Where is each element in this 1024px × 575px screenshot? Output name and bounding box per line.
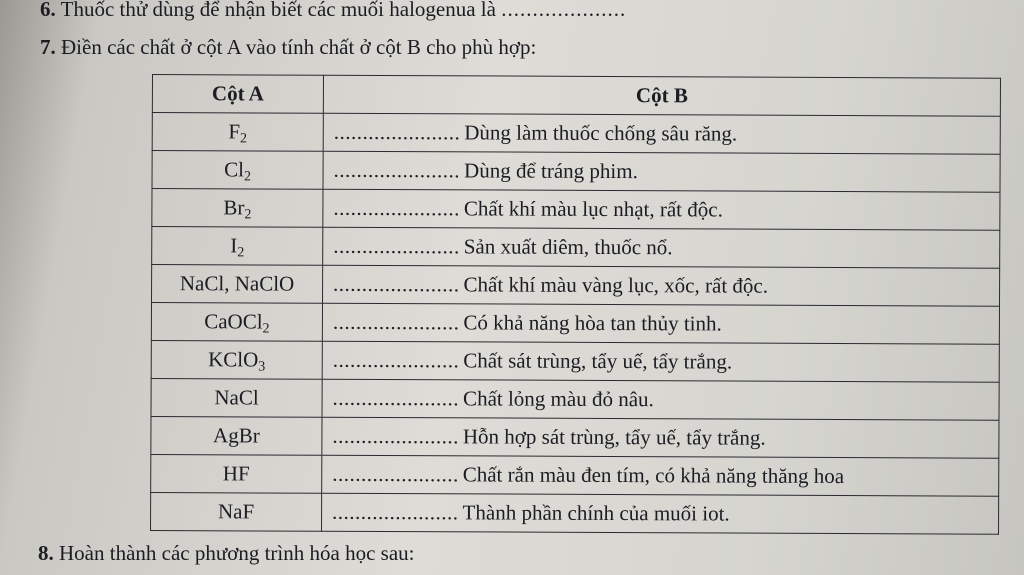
column-b-cell <box>322 493 999 534</box>
column-a-cell <box>152 265 323 304</box>
substance-formula: F <box>228 119 241 144</box>
column-a-cell <box>151 303 322 342</box>
substance-formula: Br <box>223 195 245 220</box>
property-text: Chất khí màu vàng lục, xốc, rất độc. <box>463 272 769 298</box>
table-row <box>151 492 999 534</box>
answer-blank: ...................... <box>333 271 460 297</box>
column-a-cell <box>152 113 323 152</box>
table-row <box>151 340 999 382</box>
column-a-cell <box>151 492 322 531</box>
table-row <box>151 378 999 420</box>
question-8-text: Hoàn thành các phương trình hóa học sau: <box>59 541 415 565</box>
answer-blank: ...................... <box>332 309 460 335</box>
substance-formula: NaCl, NaClO <box>179 271 295 296</box>
question-8 <box>38 541 414 566</box>
property-text: Chất rắn màu đen tím, có khả năng thăng hoa <box>462 462 845 489</box>
column-b-cell <box>323 151 1000 192</box>
column-b-cell <box>322 303 999 344</box>
property-text: Chất khí màu lục nhạt, rất độc. <box>463 196 723 222</box>
table-row <box>152 265 1000 307</box>
substance-formula: I <box>230 233 238 258</box>
substance-formula: AgBr <box>213 423 260 448</box>
table-header-row <box>152 75 1000 117</box>
table-row <box>152 227 1000 269</box>
formula-subscript: 2 <box>243 169 252 185</box>
table-row <box>151 454 999 496</box>
question-7-number: 7. <box>40 35 56 59</box>
property-text: Sản xuất diêm, thuốc nổ. <box>463 234 673 260</box>
answer-blank: ...................... <box>333 157 461 183</box>
matching-table <box>150 74 1001 535</box>
answer-blank: ...................... <box>332 499 459 525</box>
question-6-text: Thuốc thử dùng để nhận biết các muối halogenua là <box>60 0 502 21</box>
property-text: Dùng làm thuốc chống sâu răng. <box>464 120 738 146</box>
table-row <box>151 303 999 345</box>
column-b-cell <box>322 379 999 420</box>
answer-blank: ...................... <box>333 195 460 221</box>
property-text: Chất sát trùng, tẩy uế, tẩy trắng. <box>463 348 733 374</box>
column-a-cell <box>152 151 323 190</box>
answer-blank: ...................... <box>332 461 459 487</box>
column-b-cell <box>322 455 999 496</box>
table-row <box>152 151 1000 193</box>
substance-formula: NaF <box>217 499 255 524</box>
substance-formula: HF <box>222 461 250 486</box>
column-b-cell <box>323 227 1000 268</box>
question-8-number: 8. <box>38 541 54 565</box>
answer-blank: ...................... <box>332 385 460 411</box>
question-7 <box>40 35 536 60</box>
substance-formula: KClO <box>208 347 259 372</box>
table-body <box>151 113 1001 535</box>
substance-formula: NaCl <box>214 385 259 410</box>
column-a-cell <box>152 227 323 266</box>
answer-blank: ...................... <box>332 423 459 449</box>
question-6 <box>40 0 626 22</box>
formula-subscript: 2 <box>240 131 248 147</box>
column-a-cell <box>152 189 323 228</box>
substance-formula: Cl <box>224 157 245 182</box>
header-column-b: Cột B <box>323 75 1000 116</box>
column-b-cell <box>322 341 999 382</box>
property-text: Chất lỏng màu đỏ nâu. <box>463 386 654 412</box>
question-6-number: 6. <box>40 0 56 21</box>
column-b-cell <box>323 189 1000 230</box>
column-a-cell <box>151 454 322 493</box>
column-a-cell <box>151 340 322 379</box>
formula-subscript: 2 <box>262 321 270 337</box>
property-text: Có khả năng hòa tan thủy tinh. <box>463 310 722 336</box>
column-b-cell <box>323 265 1000 306</box>
header-column-a: Cột A <box>152 75 323 114</box>
formula-subscript: 3 <box>258 359 266 375</box>
question-6-blank: .................... <box>501 0 627 21</box>
answer-blank: ...................... <box>333 233 460 259</box>
table-row <box>152 189 1000 231</box>
property-text: Dùng để tráng phim. <box>464 158 638 184</box>
formula-subscript: 2 <box>244 207 252 223</box>
formula-subscript: 2 <box>237 245 245 261</box>
column-b-cell <box>322 417 999 458</box>
column-b-cell <box>323 113 1000 154</box>
answer-blank: ...................... <box>333 119 461 145</box>
property-text: Thành phần chính của muối iot. <box>462 500 730 526</box>
answer-blank: ...................... <box>332 347 460 373</box>
column-a-cell <box>151 378 322 417</box>
table-row <box>151 416 999 458</box>
column-a-cell <box>151 416 322 455</box>
substance-formula: CaOCl <box>204 309 263 334</box>
property-text: Hỗn hợp sát trùng, tẩy uế, tẩy trắng. <box>462 424 766 450</box>
table-row <box>152 113 1000 155</box>
question-7-text: Điền các chất ở cột A vào tính chất ở cột B cho phù hợp: <box>61 35 537 59</box>
